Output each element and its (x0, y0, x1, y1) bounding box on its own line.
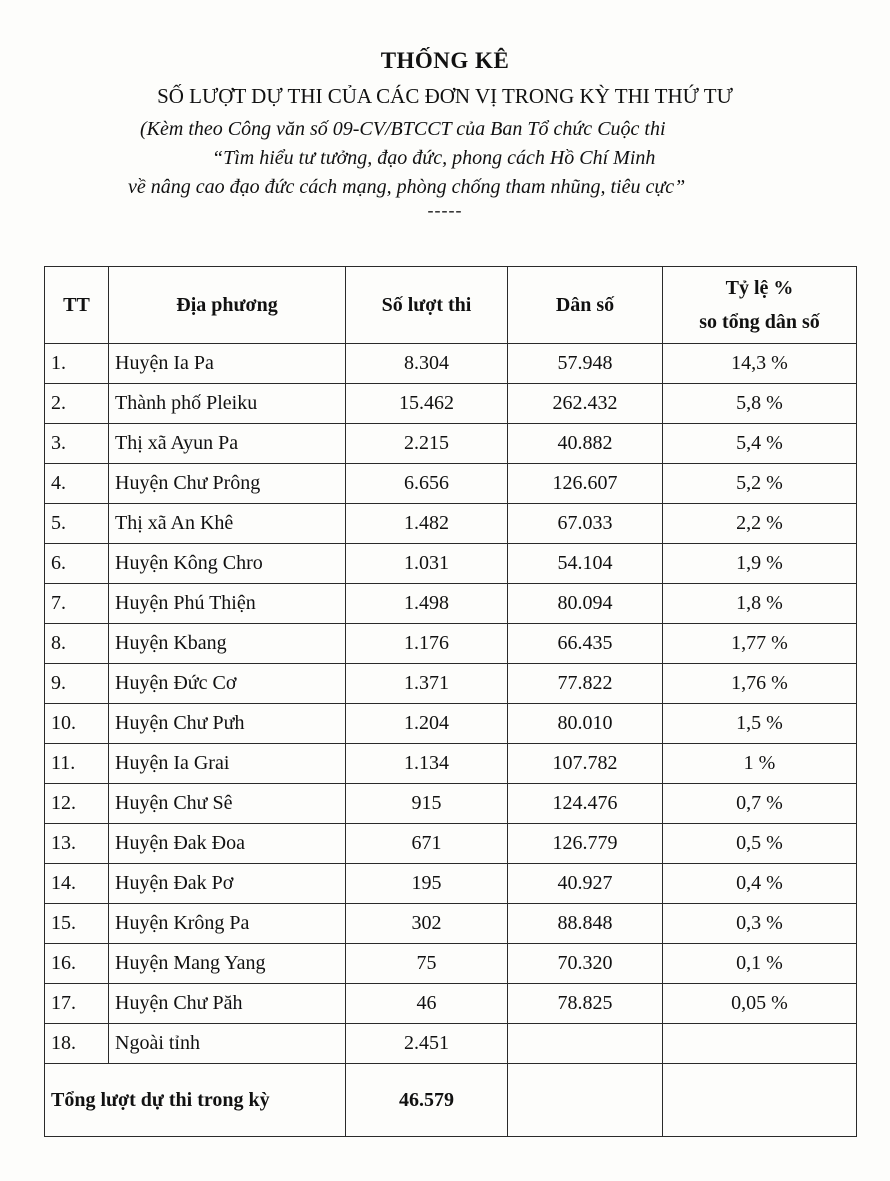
row-ratio: 1,8 % (663, 584, 857, 624)
row-ratio: 1,5 % (663, 704, 857, 744)
row-population: 77.822 (508, 664, 663, 704)
table-row (45, 944, 857, 984)
table-row (45, 464, 857, 504)
row-ratio: 0,05 % (663, 984, 857, 1024)
row-locality: Huyện Chư Sê (109, 784, 346, 824)
table-row (45, 984, 857, 1024)
row-tt: 9. (45, 664, 109, 704)
row-population: 70.320 (508, 944, 663, 984)
row-attempts: 1.371 (346, 664, 508, 704)
row-locality: Thị xã An Khê (109, 504, 346, 544)
row-attempts: 75 (346, 944, 508, 984)
row-ratio: 5,8 % (663, 384, 857, 424)
row-attempts: 1.204 (346, 704, 508, 744)
row-locality: Huyện Đức Cơ (109, 664, 346, 704)
row-attempts: 302 (346, 904, 508, 944)
table-row (45, 704, 857, 744)
row-locality: Huyện Đak Đoa (109, 824, 346, 864)
row-attempts: 195 (346, 864, 508, 904)
row-population: 66.435 (508, 624, 663, 664)
column-header-ratio (663, 267, 857, 344)
separator: ----- (427, 200, 463, 220)
row-tt: 3. (45, 424, 109, 464)
table-row (45, 744, 857, 784)
row-tt: 13. (45, 824, 109, 864)
row-tt: 11. (45, 744, 109, 784)
total-ratio-empty (663, 1064, 857, 1137)
table-row (45, 824, 857, 864)
table-row (45, 344, 857, 384)
row-ratio: 1,77 % (663, 624, 857, 664)
row-locality: Huyện Phú Thiện (109, 584, 346, 624)
column-header-locality: Địa phương (109, 267, 346, 344)
reference-note-line-2: “Tìm hiểu tư tưởng, đạo đức, phong cách Hồ Chí Minh (212, 147, 656, 169)
row-ratio: 0,5 % (663, 824, 857, 864)
row-locality: Huyện Chư Păh (109, 984, 346, 1024)
row-population: 126.607 (508, 464, 663, 504)
column-header-population: Dân số (508, 267, 663, 344)
row-population: 40.927 (508, 864, 663, 904)
row-locality: Huyện Kbang (109, 624, 346, 664)
table-row (45, 424, 857, 464)
row-population (508, 1024, 663, 1064)
table-row (45, 584, 857, 624)
total-label: Tổng lượt dự thi trong kỳ (45, 1064, 346, 1137)
row-ratio: 0,3 % (663, 904, 857, 944)
row-locality: Thành phố Pleiku (109, 384, 346, 424)
row-population: 80.094 (508, 584, 663, 624)
row-locality: Huyện Krông Pa (109, 904, 346, 944)
reference-note-line-1: (Kèm theo Công văn số 09-CV/BTCCT của Ban Tổ chức Cuộc thi (140, 118, 666, 140)
row-tt: 16. (45, 944, 109, 984)
row-locality: Huyện Chư Pưh (109, 704, 346, 744)
row-ratio: 14,3 % (663, 344, 857, 384)
row-attempts: 1.176 (346, 624, 508, 664)
row-population: 40.882 (508, 424, 663, 464)
row-locality: Huyện Kông Chro (109, 544, 346, 584)
document-subtitle: SỐ LƯỢT DỰ THI CỦA CÁC ĐƠN VỊ TRONG KỲ THI THỨ TƯ (157, 84, 733, 108)
row-ratio: 0,4 % (663, 864, 857, 904)
row-population: 57.948 (508, 344, 663, 384)
table-row (45, 544, 857, 584)
reference-note-line-3: về nâng cao đạo đức cách mạng, phòng chống tham nhũng, tiêu cực” (128, 176, 686, 198)
row-population: 54.104 (508, 544, 663, 584)
row-population: 80.010 (508, 704, 663, 744)
row-tt: 12. (45, 784, 109, 824)
row-tt: 10. (45, 704, 109, 744)
table-row (45, 384, 857, 424)
row-attempts: 1.482 (346, 504, 508, 544)
row-attempts: 2.215 (346, 424, 508, 464)
row-ratio: 2,2 % (663, 504, 857, 544)
row-locality: Huyện Mang Yang (109, 944, 346, 984)
row-population: 88.848 (508, 904, 663, 944)
row-attempts: 1.134 (346, 744, 508, 784)
row-attempts: 915 (346, 784, 508, 824)
row-attempts: 15.462 (346, 384, 508, 424)
row-tt: 15. (45, 904, 109, 944)
row-locality: Thị xã Ayun Pa (109, 424, 346, 464)
statistics-table (44, 266, 857, 1137)
row-tt: 6. (45, 544, 109, 584)
table-row (45, 624, 857, 664)
row-population: 126.779 (508, 824, 663, 864)
row-population: 262.432 (508, 384, 663, 424)
table-row (45, 904, 857, 944)
row-attempts: 46 (346, 984, 508, 1024)
row-tt: 18. (45, 1024, 109, 1064)
row-ratio: 5,4 % (663, 424, 857, 464)
row-population: 107.782 (508, 744, 663, 784)
row-population: 67.033 (508, 504, 663, 544)
row-tt: 14. (45, 864, 109, 904)
row-attempts: 2.451 (346, 1024, 508, 1064)
table-row (45, 664, 857, 704)
row-attempts: 8.304 (346, 344, 508, 384)
row-ratio: 0,7 % (663, 784, 857, 824)
row-locality: Huyện Ia Pa (109, 344, 346, 384)
row-tt: 17. (45, 984, 109, 1024)
table-header-row (45, 267, 857, 344)
table-row (45, 864, 857, 904)
column-header-attempts: Số lượt thi (346, 267, 508, 344)
row-ratio: 1 % (663, 744, 857, 784)
table-row (45, 784, 857, 824)
row-attempts: 1.031 (346, 544, 508, 584)
row-attempts: 6.656 (346, 464, 508, 504)
row-tt: 5. (45, 504, 109, 544)
column-header-ratio-line-1: Tỷ lệ % (725, 277, 794, 299)
row-population: 78.825 (508, 984, 663, 1024)
column-header-tt: TT (45, 267, 109, 344)
row-ratio: 1,76 % (663, 664, 857, 704)
row-population: 124.476 (508, 784, 663, 824)
row-ratio: 1,9 % (663, 544, 857, 584)
row-tt: 1. (45, 344, 109, 384)
row-locality: Huyện Chư Prông (109, 464, 346, 504)
table-row (45, 504, 857, 544)
row-attempts: 1.498 (346, 584, 508, 624)
table-row (45, 1024, 857, 1064)
total-row (45, 1064, 857, 1137)
row-locality: Huyện Đak Pơ (109, 864, 346, 904)
row-tt: 4. (45, 464, 109, 504)
row-tt: 2. (45, 384, 109, 424)
row-tt: 7. (45, 584, 109, 624)
document-title: THỐNG KÊ (380, 48, 510, 73)
row-ratio (663, 1024, 857, 1064)
row-locality: Ngoài tỉnh (109, 1024, 346, 1064)
row-ratio: 0,1 % (663, 944, 857, 984)
row-tt: 8. (45, 624, 109, 664)
total-attempts: 46.579 (346, 1064, 508, 1137)
row-ratio: 5,2 % (663, 464, 857, 504)
row-locality: Huyện Ia Grai (109, 744, 346, 784)
column-header-ratio-line-2: so tổng dân số (699, 311, 820, 333)
total-population-empty (508, 1064, 663, 1137)
row-attempts: 671 (346, 824, 508, 864)
